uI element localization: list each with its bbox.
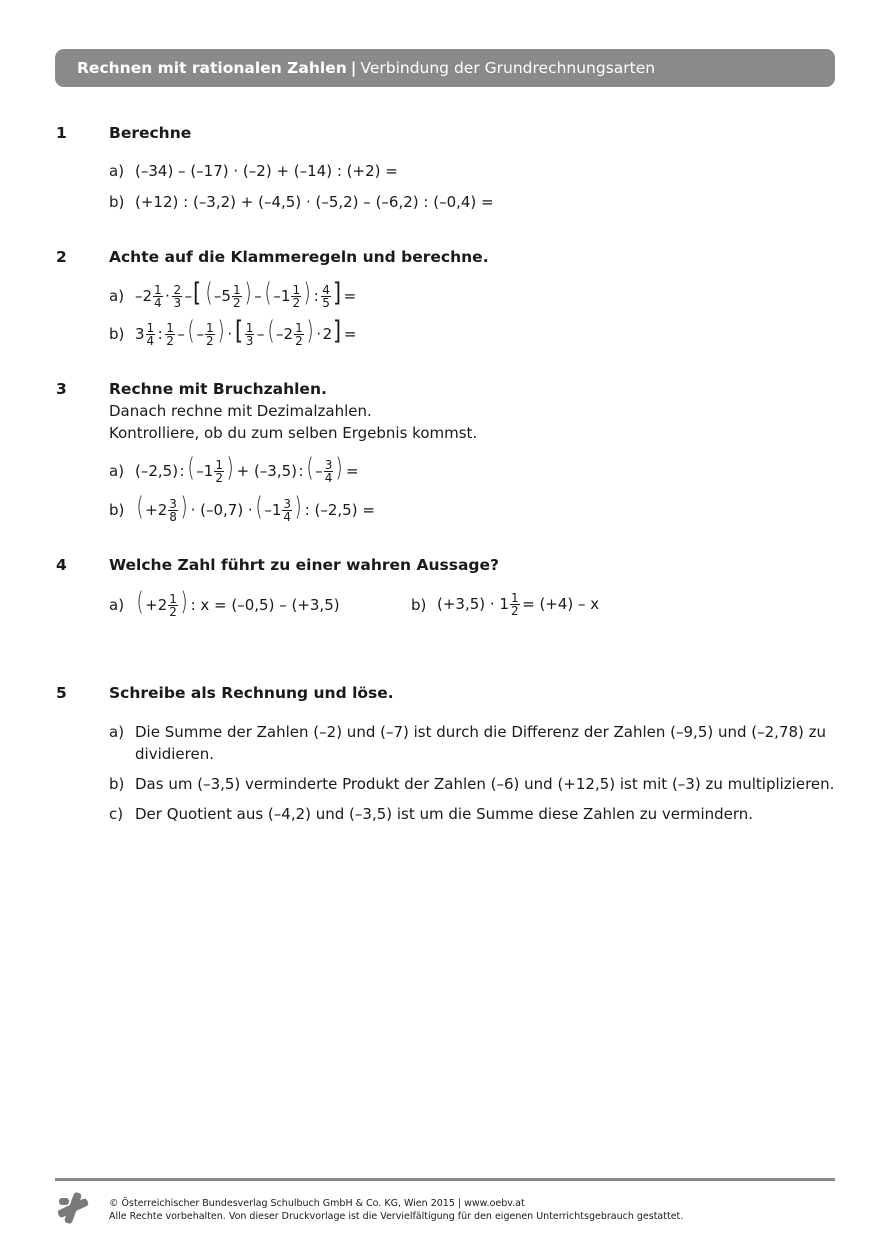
task-4-number: 4 xyxy=(56,556,67,574)
task-4a xyxy=(109,587,340,619)
task-2b xyxy=(109,316,357,348)
task-5b xyxy=(109,773,835,795)
task-4b xyxy=(411,592,599,617)
task-5-number: 5 xyxy=(56,684,67,702)
task-3-title: Rechne mit Bruchzahlen. xyxy=(109,380,327,398)
task-3a xyxy=(109,453,359,485)
publisher-logo-icon xyxy=(55,1190,91,1226)
task-5a xyxy=(109,721,835,765)
task-2b-label: b) xyxy=(109,325,125,343)
task-5c-text: Der Quotient aus (–4,2) und (–3,5) ist um die Summe diese Zahlen zu vermindern. xyxy=(135,805,754,823)
header-bar xyxy=(55,49,835,87)
task-3-instruction-2: Kontrolliere, ob du zum selben Ergebnis kommst. xyxy=(109,424,478,442)
task-1a xyxy=(109,162,398,180)
task-1a-label: a) xyxy=(109,162,125,180)
task-4-title: Welche Zahl führt zu einer wahren Aussage? xyxy=(109,556,500,574)
task-4a-expression: ( +2 $\frac{1}{2}$ ) : x = (–0,5) – (+3,5) xyxy=(136,587,340,619)
task-2b-expression: 3 $\frac{1}{4}$ : $\frac{1}{2}$ – ( – $\frac{1}{2}$ ) · [ $\frac{1}{3}$ – ( –2 $\frac{1}{2}$ ) · 2] = xyxy=(135,316,357,348)
header-separator: | xyxy=(350,59,357,77)
header-title: Rechnen mit rationalen Zahlen xyxy=(77,59,347,77)
footer-rule xyxy=(55,1178,835,1181)
task-2a-label: a) xyxy=(109,287,125,305)
task-2-title: Achte auf die Klammeregeln und berechne. xyxy=(109,248,489,266)
task-2a-expression: –2 $\frac{1}{4}$ · $\frac{2}{3}$ –[ ( –5 $\frac{1}{2}$ ) – ( –1 $\frac{1}{2}$ ) : $\frac{4}{5}$ ] = xyxy=(135,278,357,310)
task-5c-label: c) xyxy=(109,805,124,823)
task-1-title: Berechne xyxy=(109,124,192,142)
task-3-number: 3 xyxy=(56,380,67,398)
task-4a-label: a) xyxy=(109,596,125,614)
footer-copyright xyxy=(109,1197,683,1223)
task-5a-text: Die Summe der Zahlen (–2) und (–7) ist durch die Differenz der Zahlen (–9,5) und (–2,78) zu dividieren. xyxy=(135,723,827,763)
task-5a-label: a) xyxy=(109,723,125,741)
footer-line-2: Alle Rechte vorbehalten. Von dieser Druckvorlage ist die Vervielfältigung für den eigenen Unterrichtsgebrauch gestattet. xyxy=(109,1211,684,1222)
footer-line-1: © Österreichischer Bundesverlag Schulbuch GmbH & Co. KG, Wien 2015 | www.oebv.at xyxy=(109,1198,525,1209)
task-4b-label: b) xyxy=(411,595,427,614)
task-2a xyxy=(109,278,357,310)
task-3b-label: b) xyxy=(109,501,125,519)
task-2-number: 2 xyxy=(56,248,67,266)
task-3a-label: a) xyxy=(109,462,125,480)
task-1a-expression: (–34) – (–17) · (–2) + (–14) : (+2) = xyxy=(135,162,398,180)
task-3a-expression: (–2,5) : ( –1 $\frac{1}{2}$ ) + (–3,5) : ( – $\frac{3}{4}$ ) = xyxy=(135,453,359,485)
task-5b-label: b) xyxy=(109,775,125,793)
header-subtitle: Verbindung der Grundrechnungsarten xyxy=(360,59,656,77)
task-1-number: 1 xyxy=(56,124,67,142)
task-5-title: Schreibe als Rechnung und löse. xyxy=(109,684,394,702)
task-1b-label: b) xyxy=(109,193,125,211)
task-1b-expression: (+12) : (–3,2) + (–4,5) · (–5,2) – (–6,2) : (–0,4) = xyxy=(135,193,494,211)
task-3b-expression: ( +2 $\frac{3}{8}$ ) · (–0,7) · ( –1 $\frac{3}{4}$ ) : (–2,5) = xyxy=(136,492,375,524)
task-5b-text: Das um (–3,5) verminderte Produkt der Zahlen (–6) und (+12,5) ist mit (–3) zu multiplizieren. xyxy=(135,775,835,793)
task-3b xyxy=(109,492,375,524)
task-3-instruction-1: Danach rechne mit Dezimalzahlen. xyxy=(109,402,372,420)
task-4b-expression: (+3,5) · 1 $\frac{1}{2}$ = (+4) – x xyxy=(437,591,600,618)
task-5c xyxy=(109,803,835,825)
task-1b xyxy=(109,193,494,211)
